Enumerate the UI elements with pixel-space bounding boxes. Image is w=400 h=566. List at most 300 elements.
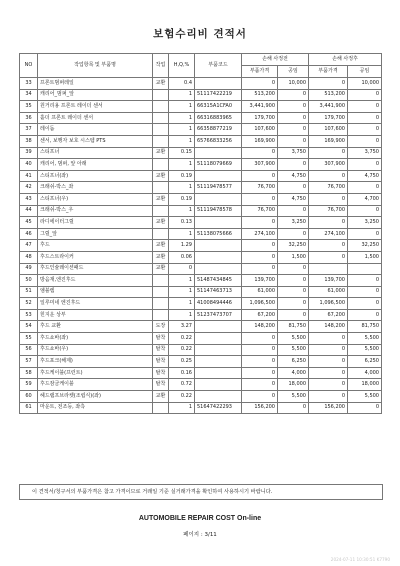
cell-work — [153, 124, 169, 136]
cell-no: 43 — [20, 193, 38, 205]
cell-qty: 1 — [169, 309, 195, 321]
cell-no: 34 — [20, 89, 38, 101]
price-notice: 이 견적서/청구서의 부품가격은 참고 가격이므로 거래일 기준 실거래가격을 확인하여 사용하시기 바랍니다. — [19, 484, 383, 500]
cell-work: 교환 — [153, 78, 169, 90]
cell-code — [195, 251, 242, 263]
cell-no: 61 — [20, 402, 38, 414]
cell-no: 44 — [20, 205, 38, 217]
cell-before-labor: 0 — [278, 112, 309, 124]
cell-code: 51119478578 — [195, 205, 242, 217]
cell-after-part-price: 0 — [309, 170, 348, 182]
table-header-row-1 — [20, 54, 382, 66]
cell-item: 마운트, 전조등, 좌측 — [38, 402, 153, 414]
cell-work — [153, 286, 169, 298]
cell-after-labor: 0 — [348, 112, 382, 124]
cell-after-labor: 0 — [348, 286, 382, 298]
cell-after-part-price: 0 — [309, 333, 348, 345]
table-row — [20, 147, 382, 159]
cell-before-labor: 0 — [278, 101, 309, 113]
cell-no: 52 — [20, 298, 38, 310]
cell-after-part-price: 107,600 — [309, 124, 348, 136]
cell-after-part-price: 513,200 — [309, 89, 348, 101]
cell-code: 51118079669 — [195, 159, 242, 171]
table-row — [20, 321, 382, 333]
table-row — [20, 309, 382, 321]
cell-no: 35 — [20, 101, 38, 113]
cell-qty: 1 — [169, 298, 195, 310]
cell-no: 39 — [20, 147, 38, 159]
cell-qty: 1.29 — [169, 240, 195, 252]
cell-work — [153, 402, 169, 414]
cell-code: 51117422219 — [195, 89, 242, 101]
cell-qty: 1 — [169, 275, 195, 287]
table-row — [20, 101, 382, 113]
table-row — [20, 159, 382, 171]
cell-before-labor: 32,250 — [278, 240, 309, 252]
cell-code — [195, 193, 242, 205]
cell-after-labor: 18,000 — [348, 379, 382, 391]
table-row — [20, 356, 382, 368]
cell-before-part-price: 0 — [242, 367, 278, 379]
cell-after-labor: 0 — [348, 275, 382, 287]
cell-qty: 0.4 — [169, 78, 195, 90]
cell-qty: 0.22 — [169, 333, 195, 345]
cell-no: 48 — [20, 251, 38, 263]
page-number: 페이지 : 3/11 — [183, 532, 217, 538]
cell-qty: 1 — [169, 159, 195, 171]
cell-no: 53 — [20, 309, 38, 321]
cell-after-part-price: 0 — [309, 193, 348, 205]
cell-item: 라디에이터그릴 — [38, 217, 153, 229]
cell-after-labor: 32,250 — [348, 240, 382, 252]
header-qty: H,Q,% — [169, 54, 195, 78]
header-before-part-price: 부품가격 — [242, 66, 278, 78]
cell-before-part-price: 179,700 — [242, 112, 278, 124]
cell-work: 도장 — [153, 321, 169, 333]
table-row — [20, 251, 382, 263]
cell-before-labor: 18,000 — [278, 379, 309, 391]
cell-no: 55 — [20, 333, 38, 345]
cell-no: 46 — [20, 228, 38, 240]
cell-after-labor: 81,750 — [348, 321, 382, 333]
cell-code: 51487434845 — [195, 275, 242, 287]
cell-item: 홀더 프론트 레이더 센서 — [38, 112, 153, 124]
header-item: 작업항목 및 부품명 — [38, 54, 153, 78]
cell-item: 스티프너 — [38, 147, 153, 159]
cell-qty: 3.27 — [169, 321, 195, 333]
table-body — [20, 78, 382, 414]
cell-work: 탈착 — [153, 379, 169, 391]
cell-work — [153, 275, 169, 287]
cell-after-part-price: 0 — [309, 147, 348, 159]
table-row — [20, 367, 382, 379]
cell-before-part-price: 169,900 — [242, 135, 278, 147]
cell-before-labor: 4,750 — [278, 193, 309, 205]
cell-after-labor: 0 — [348, 309, 382, 321]
table-row — [20, 344, 382, 356]
cell-before-part-price: 513,200 — [242, 89, 278, 101]
cell-after-part-price: 169,900 — [309, 135, 348, 147]
cell-after-labor — [348, 263, 382, 275]
cell-before-part-price: 0 — [242, 193, 278, 205]
table-row — [20, 124, 382, 136]
cell-before-part-price: 148,200 — [242, 321, 278, 333]
table-row — [20, 263, 382, 275]
cell-work: 교환 — [153, 251, 169, 263]
cell-item: 후드잠금케이블 — [38, 379, 153, 391]
cell-item: 헤드램프브라켓(조립식)(좌) — [38, 391, 153, 403]
cell-after-labor: 6,250 — [348, 356, 382, 368]
header-after-assessment: 손해 사정후 — [309, 54, 382, 66]
cell-after-labor: 0 — [348, 298, 382, 310]
cell-work: 교환 — [153, 193, 169, 205]
cell-before-part-price: 0 — [242, 344, 278, 356]
cell-before-part-price: 0 — [242, 391, 278, 403]
cell-before-part-price: 307,900 — [242, 159, 278, 171]
cell-before-labor: 0 — [278, 309, 309, 321]
table-row — [20, 286, 382, 298]
cell-after-part-price: 0 — [309, 78, 348, 90]
cell-work — [153, 101, 169, 113]
cell-before-labor: 81,750 — [278, 321, 309, 333]
cell-code: 66315A1CFA0 — [195, 101, 242, 113]
cell-work — [153, 135, 169, 147]
cell-after-part-price: 0 — [309, 367, 348, 379]
cell-item: 스티프너(우) — [38, 193, 153, 205]
cell-before-labor: 0 — [278, 89, 309, 101]
cell-qty: 1 — [169, 402, 195, 414]
cell-qty: 0.72 — [169, 379, 195, 391]
cell-work — [153, 298, 169, 310]
cell-no: 33 — [20, 78, 38, 90]
cell-item: 그릴_앞 — [38, 228, 153, 240]
cell-code — [195, 78, 242, 90]
cell-before-labor: 6,250 — [278, 356, 309, 368]
cell-before-labor: 0 — [278, 228, 309, 240]
cell-code: 65766833256 — [195, 135, 242, 147]
cell-before-labor: 1,500 — [278, 251, 309, 263]
cell-after-part-price — [309, 263, 348, 275]
cell-item: 레이돔 — [38, 124, 153, 136]
table-row — [20, 402, 382, 414]
cell-after-labor: 0 — [348, 89, 382, 101]
cell-before-labor: 0 — [278, 263, 309, 275]
cell-qty: 0.15 — [169, 147, 195, 159]
cell-code — [195, 170, 242, 182]
cell-qty: 1 — [169, 112, 195, 124]
cell-qty: 1 — [169, 205, 195, 217]
cell-code — [195, 367, 242, 379]
cell-work — [153, 89, 169, 101]
cell-item: 센서, 보행자 보호 시스템 PTS — [38, 135, 153, 147]
cell-after-labor: 5,500 — [348, 391, 382, 403]
cell-item: 원거리용 프론트 레이더 센서 — [38, 101, 153, 113]
table-row — [20, 275, 382, 287]
estimate-table — [19, 53, 382, 414]
cell-item: 후드쇼바(좌) — [38, 333, 153, 345]
cell-no: 60 — [20, 391, 38, 403]
cell-no: 49 — [20, 263, 38, 275]
cell-code — [195, 333, 242, 345]
cell-after-part-price: 179,700 — [309, 112, 348, 124]
cell-after-part-price: 274,100 — [309, 228, 348, 240]
cell-work — [153, 159, 169, 171]
table-row — [20, 193, 382, 205]
cell-item: 후드인슐레이션패드 — [38, 263, 153, 275]
cell-after-part-price: 307,900 — [309, 159, 348, 171]
table-row — [20, 205, 382, 217]
cell-before-labor: 3,250 — [278, 217, 309, 229]
cell-item: 힌지운 상부 — [38, 309, 153, 321]
table-row — [20, 89, 382, 101]
cell-after-part-price: 76,700 — [309, 205, 348, 217]
cell-after-part-price: 76,700 — [309, 182, 348, 194]
cell-no: 47 — [20, 240, 38, 252]
cell-code: 51237473707 — [195, 309, 242, 321]
cell-code: 41008494446 — [195, 298, 242, 310]
cell-work — [153, 228, 169, 240]
cell-before-part-price: 0 — [242, 379, 278, 391]
cell-no: 42 — [20, 182, 38, 194]
cell-item: 크래쉬-박스_우 — [38, 205, 153, 217]
table-row — [20, 228, 382, 240]
cell-after-labor: 0 — [348, 205, 382, 217]
cell-item: 크래쉬-박스_좌 — [38, 182, 153, 194]
cell-before-part-price: 76,700 — [242, 205, 278, 217]
cell-code: 51147463713 — [195, 286, 242, 298]
cell-qty: 0.22 — [169, 344, 195, 356]
cell-work — [153, 182, 169, 194]
footer-title: AUTOMOBILE REPAIR COST On-line — [138, 515, 262, 522]
header-no: NO — [20, 54, 38, 78]
cell-before-part-price: 67,200 — [242, 309, 278, 321]
cell-qty: 1 — [169, 135, 195, 147]
cell-before-labor: 4,750 — [278, 170, 309, 182]
cell-after-part-price: 0 — [309, 217, 348, 229]
cell-item: 캐리어_범퍼_앞 — [38, 89, 153, 101]
cell-no: 59 — [20, 379, 38, 391]
cell-after-part-price: 0 — [309, 391, 348, 403]
cell-before-labor: 4,000 — [278, 367, 309, 379]
cell-item: 방음재,엔진후드 — [38, 275, 153, 287]
table-row — [20, 182, 382, 194]
cell-after-labor: 10,000 — [348, 78, 382, 90]
cell-before-labor: 0 — [278, 182, 309, 194]
cell-work — [153, 309, 169, 321]
cell-after-labor: 4,750 — [348, 170, 382, 182]
cell-code — [195, 147, 242, 159]
cell-qty: 0 — [169, 263, 195, 275]
cell-item: 프론트범퍼레일 — [38, 78, 153, 90]
table-row — [20, 240, 382, 252]
cell-work: 탈착 — [153, 333, 169, 345]
header-before-labor: 공임 — [278, 66, 309, 78]
cell-after-labor: 5,500 — [348, 333, 382, 345]
cell-qty: 0.19 — [169, 193, 195, 205]
table-row — [20, 217, 382, 229]
table-row — [20, 170, 382, 182]
cell-before-labor: 5,500 — [278, 391, 309, 403]
cell-qty: 1 — [169, 182, 195, 194]
cell-qty: 1 — [169, 124, 195, 136]
cell-before-part-price: 0 — [242, 263, 278, 275]
cell-after-labor: 1,500 — [348, 251, 382, 263]
cell-after-part-price: 148,200 — [309, 321, 348, 333]
cell-after-part-price: 0 — [309, 240, 348, 252]
cell-item: 후드케이블(프런트) — [38, 367, 153, 379]
cell-before-labor: 3,750 — [278, 147, 309, 159]
cell-after-labor: 0 — [348, 124, 382, 136]
cell-qty: 0.19 — [169, 170, 195, 182]
cell-code: 66316883965 — [195, 112, 242, 124]
cell-no: 50 — [20, 275, 38, 287]
cell-work: 탈착 — [153, 367, 169, 379]
cell-after-labor: 0 — [348, 182, 382, 194]
cell-before-labor: 0 — [278, 298, 309, 310]
cell-work: 탈착 — [153, 356, 169, 368]
cell-item: 후드포크(해제) — [38, 356, 153, 368]
cell-after-labor: 4,000 — [348, 367, 382, 379]
cell-before-part-price: 1,096,500 — [242, 298, 278, 310]
cell-before-part-price: 139,700 — [242, 275, 278, 287]
cell-no: 41 — [20, 170, 38, 182]
cell-before-part-price: 61,000 — [242, 286, 278, 298]
cell-after-part-price: 61,000 — [309, 286, 348, 298]
cell-code — [195, 240, 242, 252]
cell-before-part-price: 0 — [242, 333, 278, 345]
table-row — [20, 298, 382, 310]
header-code: 부품코드 — [195, 54, 242, 78]
cell-after-part-price: 1,096,500 — [309, 298, 348, 310]
cell-code: 66358877219 — [195, 124, 242, 136]
cell-item: 스티프너(좌) — [38, 170, 153, 182]
cell-code: 51138075666 — [195, 228, 242, 240]
cell-before-labor: 0 — [278, 135, 309, 147]
cell-before-labor: 10,000 — [278, 78, 309, 90]
table-row — [20, 135, 382, 147]
cell-before-part-price: 0 — [242, 240, 278, 252]
cell-after-labor: 0 — [348, 402, 382, 414]
cell-code — [195, 263, 242, 275]
cell-no: 56 — [20, 344, 38, 356]
header-after-labor: 공임 — [348, 66, 382, 78]
cell-before-labor: 0 — [278, 124, 309, 136]
cell-before-labor: 5,500 — [278, 344, 309, 356]
cell-qty: 0.16 — [169, 367, 195, 379]
cell-after-part-price: 67,200 — [309, 309, 348, 321]
cell-after-labor: 3,250 — [348, 217, 382, 229]
cell-qty: 0.06 — [169, 251, 195, 263]
table-row — [20, 78, 382, 90]
cell-qty: 0.13 — [169, 217, 195, 229]
cell-no: 36 — [20, 112, 38, 124]
cell-after-part-price: 3,441,900 — [309, 101, 348, 113]
cell-before-part-price: 0 — [242, 356, 278, 368]
cell-no: 54 — [20, 321, 38, 333]
cell-code — [195, 379, 242, 391]
cell-after-labor: 0 — [348, 159, 382, 171]
print-timestamp: 2024-07-11 10:30:51 K7790 — [330, 557, 390, 562]
cell-before-labor: 0 — [278, 402, 309, 414]
cell-code — [195, 344, 242, 356]
cell-work: 교환 — [153, 217, 169, 229]
cell-no: 40 — [20, 159, 38, 171]
cell-before-part-price: 156,200 — [242, 402, 278, 414]
cell-before-part-price: 0 — [242, 217, 278, 229]
cell-before-part-price: 0 — [242, 78, 278, 90]
cell-before-part-price: 107,600 — [242, 124, 278, 136]
cell-no: 51 — [20, 286, 38, 298]
cell-after-labor: 0 — [348, 135, 382, 147]
cell-after-part-price: 0 — [309, 344, 348, 356]
cell-qty: 0.25 — [169, 356, 195, 368]
cell-before-part-price: 76,700 — [242, 182, 278, 194]
cell-item: 캐리어, 범퍼, 앞 아래 — [38, 159, 153, 171]
cell-after-labor: 4,700 — [348, 193, 382, 205]
cell-after-labor: 5,500 — [348, 344, 382, 356]
cell-qty: 1 — [169, 101, 195, 113]
cell-code — [195, 217, 242, 229]
table-row — [20, 333, 382, 345]
cell-after-part-price: 156,200 — [309, 402, 348, 414]
cell-before-part-price: 0 — [242, 251, 278, 263]
cell-qty: 1 — [169, 286, 195, 298]
document-title: 보험수리비 견적서 — [153, 28, 247, 40]
cell-work — [153, 112, 169, 124]
cell-work: 교환 — [153, 147, 169, 159]
cell-no: 37 — [20, 124, 38, 136]
cell-item: 후드 — [38, 240, 153, 252]
cell-code — [195, 321, 242, 333]
cell-no: 38 — [20, 135, 38, 147]
cell-after-labor: 3,750 — [348, 147, 382, 159]
cell-item: 일루미네 엔진후드 — [38, 298, 153, 310]
cell-code: 51647422293 — [195, 402, 242, 414]
table-row — [20, 379, 382, 391]
cell-code — [195, 356, 242, 368]
cell-work: 탈착 — [153, 344, 169, 356]
cell-work: 교환 — [153, 170, 169, 182]
cell-item: 후드 교환 — [38, 321, 153, 333]
cell-no: 45 — [20, 217, 38, 229]
header-after-part-price: 부품가격 — [309, 66, 348, 78]
cell-qty: 1 — [169, 89, 195, 101]
cell-after-part-price: 0 — [309, 251, 348, 263]
cell-code — [195, 391, 242, 403]
cell-work — [153, 205, 169, 217]
cell-item: 후드쇼바(우) — [38, 344, 153, 356]
cell-before-part-price: 0 — [242, 170, 278, 182]
cell-item: 후드스트라이커 — [38, 251, 153, 263]
header-work: 작업 — [153, 54, 169, 78]
cell-after-labor: 0 — [348, 228, 382, 240]
cell-before-labor: 0 — [278, 205, 309, 217]
cell-after-part-price: 0 — [309, 356, 348, 368]
cell-before-labor: 0 — [278, 159, 309, 171]
table-row — [20, 391, 382, 403]
header-before-assessment: 손해 사정전 — [242, 54, 309, 66]
cell-before-labor: 5,500 — [278, 333, 309, 345]
table-row — [20, 112, 382, 124]
cell-no: 58 — [20, 367, 38, 379]
cell-item: 엠블렘 — [38, 286, 153, 298]
cell-work: 교환 — [153, 391, 169, 403]
cell-before-labor: 0 — [278, 275, 309, 287]
cell-after-part-price: 0 — [309, 379, 348, 391]
cell-code: 51119478577 — [195, 182, 242, 194]
cell-before-part-price: 274,100 — [242, 228, 278, 240]
cell-after-labor: 0 — [348, 101, 382, 113]
